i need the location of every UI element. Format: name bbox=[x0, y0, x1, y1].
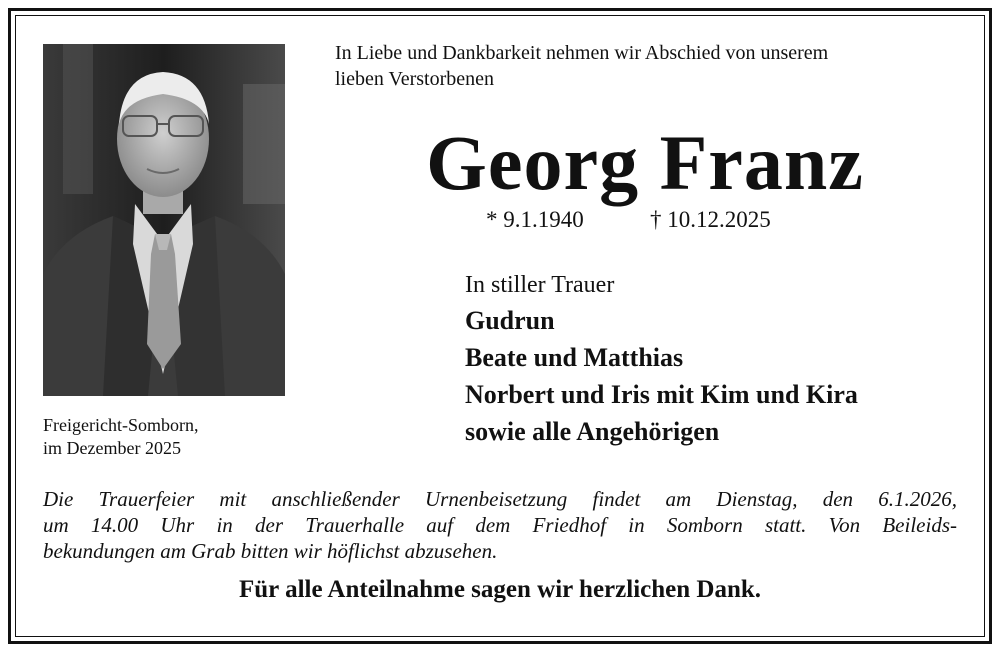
mourners-block bbox=[465, 268, 965, 450]
place-line-2: im Dezember 2025 bbox=[43, 438, 181, 458]
notice-line-3: bekundungen am Grab bitten wir höflichst abzusehen. bbox=[43, 539, 498, 563]
thanks-line: Für alle Anteilnahme sagen wir herzlichen Dank. bbox=[239, 576, 761, 603]
notice-line-1: Die Trauerfeier mit anschließender Urnenbeisetzung findet am Dienstag, den 6.1.2026, bbox=[43, 487, 957, 511]
mourner-name: sowie alle Angehörigen bbox=[465, 417, 720, 446]
portrait-photo bbox=[43, 44, 285, 396]
intro-line-1: In Liebe und Dankbarkeit nehmen wir Abschied von unserem bbox=[335, 42, 829, 64]
mourner-name: Gudrun bbox=[465, 306, 555, 335]
funeral-notice bbox=[43, 486, 957, 564]
place-line-1: Freigericht-Somborn, bbox=[43, 415, 199, 435]
mourning-lead: In stiller Trauer bbox=[465, 272, 615, 298]
intro-line-2: lieben Verstorbenen bbox=[335, 68, 495, 90]
mourner-name: Beate und Matthias bbox=[465, 343, 684, 372]
notice-line-2: um 14.00 Uhr in der Trauerhalle auf dem Friedhof in Somborn statt. Von Beileids- bbox=[43, 513, 957, 537]
intro-text bbox=[335, 40, 965, 92]
mourner-name: Norbert und Iris mit Kim und Kira bbox=[465, 380, 858, 409]
deceased-name: Georg Franz bbox=[426, 119, 864, 206]
birth-date: * 9.1.1940 bbox=[486, 207, 584, 232]
death-date: † 10.12.2025 bbox=[650, 207, 771, 232]
place-and-date bbox=[43, 414, 303, 460]
